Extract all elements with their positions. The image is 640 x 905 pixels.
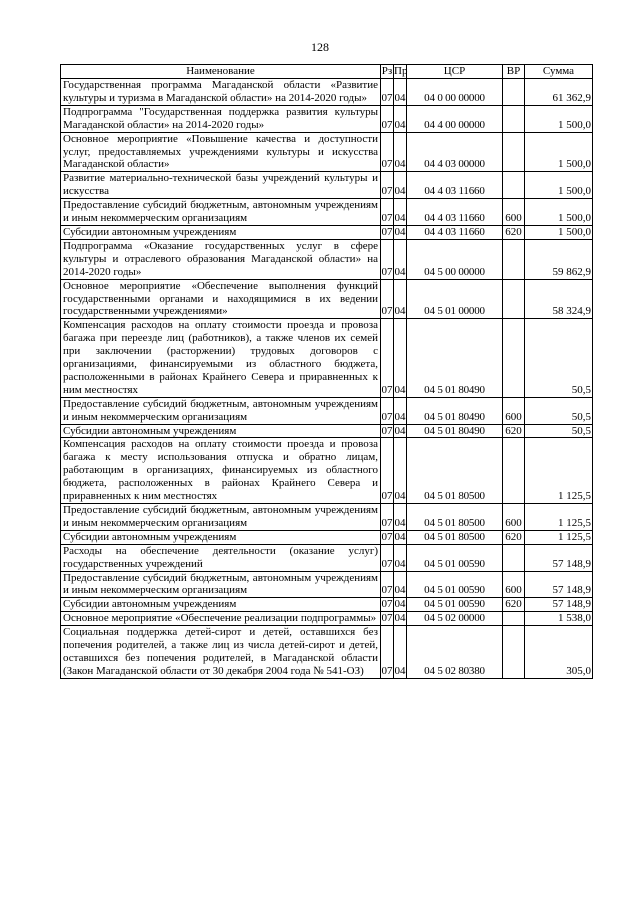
cell-csr: 04 4 03 11660 <box>407 225 503 239</box>
header-rz: Рз <box>381 65 393 78</box>
cell-rz: 07 <box>381 530 393 543</box>
cell-pr: 04 <box>394 571 407 598</box>
cell-pr: 04 <box>394 438 407 504</box>
cell-sum: 1 538,0 <box>525 612 593 626</box>
cell-csr: 04 5 01 80500 <box>407 504 503 531</box>
cell-name: Субсидии автономным учреждениям <box>61 225 381 239</box>
page-number: 128 <box>311 40 329 54</box>
cell-csr: 04 5 01 00590 <box>407 544 503 571</box>
cell-vr: 600 <box>503 397 525 424</box>
cell-vr <box>503 438 525 504</box>
cell-rz: 07 <box>381 172 394 199</box>
cell-csr: 04 5 02 00000 <box>407 612 503 626</box>
cell-name: Государственная программа Магаданской области «Развитие культуры и туризма в Магаданской области» на 2014-2020 годы» <box>61 79 381 106</box>
cell-sum: 50,5 <box>525 319 593 397</box>
table-row <box>61 239 593 279</box>
cell-pr: 04 <box>394 279 407 319</box>
table-row <box>61 172 593 199</box>
table-row <box>61 199 593 226</box>
cell-rz: 07 <box>381 105 394 132</box>
table-row <box>61 424 593 438</box>
cell-pr: 04 <box>394 530 406 543</box>
cell-vr <box>503 626 525 679</box>
cell-sum: 61 362,9 <box>525 79 593 106</box>
cell-name: Предоставление субсидий бюджетным, автономным учреждениям и иным некоммерческим организациям <box>61 571 381 598</box>
cell-name: Субсидии автономным учреждениям <box>61 598 381 612</box>
table-row <box>61 319 593 397</box>
cell-sum: 1 500,0 <box>525 172 593 199</box>
cell-rz: 07 <box>381 438 394 504</box>
cell-csr: 04 5 01 80500 <box>407 530 503 544</box>
cell-pr: 04 <box>394 172 407 199</box>
cell-rz: 07 <box>381 397 394 424</box>
cell-rz: 07 <box>381 571 394 598</box>
table-row <box>61 79 593 106</box>
table-body <box>61 79 593 679</box>
cell-pr: 04 <box>394 397 407 424</box>
cell-rz: 07 <box>381 225 393 238</box>
table-row <box>61 105 593 132</box>
cell-vr: 600 <box>503 504 525 531</box>
header-vr: ВР <box>503 65 525 79</box>
cell-vr <box>503 544 525 571</box>
cell-pr: 04 <box>394 132 407 172</box>
cell-sum: 1 125,5 <box>525 438 593 504</box>
cell-name: Компенсация расходов на оплату стоимости проезда и провоза багажа при переезде лиц (работников), а также членов их семей при заключении (расторжении) трудовых договоров с организациями, финансируемыми из областного бюджета, расположенными в районах Крайнего Севера и приравненных к ним местностях <box>61 319 381 397</box>
cell-csr: 04 4 03 11660 <box>407 172 503 199</box>
cell-vr <box>503 239 525 279</box>
cell-vr <box>503 172 525 199</box>
table-row <box>61 397 593 424</box>
table-row <box>61 504 593 531</box>
cell-vr: 600 <box>503 199 525 226</box>
cell-vr: 620 <box>503 424 525 438</box>
cell-pr: 04 <box>394 239 407 279</box>
cell-vr: 600 <box>503 571 525 598</box>
cell-csr: 04 5 01 80500 <box>407 438 503 504</box>
table-row <box>61 612 593 626</box>
cell-csr: 04 5 01 80490 <box>407 424 503 438</box>
cell-rz: 07 <box>381 612 393 625</box>
cell-csr: 04 5 02 80380 <box>407 626 503 679</box>
header-name: Наименование <box>61 65 381 79</box>
cell-pr: 04 <box>394 612 406 625</box>
cell-vr: 620 <box>503 598 525 612</box>
cell-vr <box>503 79 525 106</box>
cell-sum: 1 500,0 <box>525 132 593 172</box>
cell-csr: 04 4 03 00000 <box>407 132 503 172</box>
cell-vr <box>503 612 525 626</box>
cell-sum: 1 500,0 <box>525 199 593 226</box>
budget-table <box>60 64 593 679</box>
cell-pr: 04 <box>394 424 406 437</box>
cell-sum: 1 500,0 <box>525 225 593 239</box>
cell-sum: 57 148,9 <box>525 598 593 612</box>
table-row <box>61 438 593 504</box>
cell-csr: 04 5 01 00590 <box>407 571 503 598</box>
table-header-row <box>61 65 593 79</box>
cell-name: Субсидии автономным учреждениям <box>61 424 381 438</box>
table-row <box>61 626 593 679</box>
cell-pr: 04 <box>394 199 407 226</box>
cell-rz: 07 <box>381 424 393 437</box>
cell-vr <box>503 105 525 132</box>
cell-pr: 04 <box>394 544 407 571</box>
cell-name: Расходы на обеспечение деятельности (оказание услуг) государственных учреждений <box>61 544 381 571</box>
cell-csr: 04 5 00 00000 <box>407 239 503 279</box>
cell-rz: 07 <box>381 626 394 679</box>
table-row <box>61 132 593 172</box>
cell-sum: 57 148,9 <box>525 571 593 598</box>
cell-name: Подпрограмма «Оказание государственных услуг в сфере культуры и отраслевого образования Магаданской области» на 2014-2020 годы» <box>61 239 381 279</box>
header-sum: Сумма <box>525 65 593 79</box>
cell-rz: 07 <box>381 598 393 611</box>
cell-sum: 1 125,5 <box>525 504 593 531</box>
cell-rz: 07 <box>381 279 394 319</box>
cell-csr: 04 5 01 80490 <box>407 319 503 397</box>
cell-name: Предоставление субсидий бюджетным, автономным учреждениям и иным некоммерческим организациям <box>61 199 381 226</box>
cell-sum: 59 862,9 <box>525 239 593 279</box>
cell-name: Компенсация расходов на оплату стоимости проезда и провоза багажа к месту использования отпуска и обратно лицам, работающим в организациях, финансируемых из областного бюджета, расположенных в районах Крайнего Севера и приравненных к ним местностях <box>61 438 381 504</box>
cell-vr: 620 <box>503 225 525 239</box>
cell-pr: 04 <box>394 105 407 132</box>
cell-sum: 50,5 <box>525 424 593 438</box>
table-row <box>61 225 593 239</box>
cell-pr: 04 <box>394 598 406 611</box>
cell-sum: 1 500,0 <box>525 105 593 132</box>
cell-vr <box>503 279 525 319</box>
cell-name: Основное мероприятие «Обеспечение реализации подпрограммы» <box>61 612 381 626</box>
cell-rz: 07 <box>381 504 394 531</box>
cell-sum: 58 324,9 <box>525 279 593 319</box>
cell-pr: 04 <box>394 319 407 397</box>
cell-pr: 04 <box>394 225 406 238</box>
cell-rz: 07 <box>381 239 394 279</box>
cell-csr: 04 5 01 00590 <box>407 598 503 612</box>
cell-sum: 57 148,9 <box>525 544 593 571</box>
cell-name: Субсидии автономным учреждениям <box>61 530 381 544</box>
cell-pr: 04 <box>394 626 407 679</box>
cell-name: Подпрограмма "Государственная поддержка развития культуры Магаданской области» на 2014-2020 годы» <box>61 105 381 132</box>
cell-rz: 07 <box>381 79 394 106</box>
table-row <box>61 598 593 612</box>
cell-vr <box>503 132 525 172</box>
cell-csr: 04 0 00 00000 <box>407 79 503 106</box>
table-row <box>61 279 593 319</box>
cell-csr: 04 4 03 11660 <box>407 199 503 226</box>
cell-name: Основное мероприятие «Обеспечение выполнения функций государственными органами и находящимися в их ведении государственными учреждениями» <box>61 279 381 319</box>
cell-name: Социальная поддержка детей-сирот и детей, оставшихся без попечения родителей, а также лиц из числа детей-сирот и детей, оставшихся без попечения родителей, в Магаданской области (Закон Магаданской области от 30 декабря 2004 года № 541-ОЗ) <box>61 626 381 679</box>
cell-sum: 50,5 <box>525 397 593 424</box>
cell-rz: 07 <box>381 319 394 397</box>
table-row <box>61 530 593 544</box>
cell-vr <box>503 319 525 397</box>
header-csr: ЦСР <box>407 65 503 79</box>
cell-csr: 04 5 01 00000 <box>407 279 503 319</box>
header-pr: Пр <box>394 65 408 78</box>
cell-rz: 07 <box>381 132 394 172</box>
cell-name: Основное мероприятие «Повышение качества и доступности услуг, предоставляемых учреждениями культуры и искусства Магаданской области» <box>61 132 381 172</box>
cell-csr: 04 4 00 00000 <box>407 105 503 132</box>
cell-vr: 620 <box>503 530 525 544</box>
cell-sum: 1 125,5 <box>525 530 593 544</box>
cell-pr: 04 <box>394 504 407 531</box>
cell-rz: 07 <box>381 544 394 571</box>
cell-pr: 04 <box>394 79 407 106</box>
table-row <box>61 544 593 571</box>
cell-sum: 305,0 <box>525 626 593 679</box>
cell-name: Предоставление субсидий бюджетным, автономным учреждениям и иным некоммерческим организациям <box>61 504 381 531</box>
cell-name: Предоставление субсидий бюджетным, автономным учреждениям и иным некоммерческим организациям <box>61 397 381 424</box>
cell-name: Развитие материально-технической базы учреждений культуры и искусства <box>61 172 381 199</box>
cell-csr: 04 5 01 80490 <box>407 397 503 424</box>
cell-rz: 07 <box>381 199 394 226</box>
table-row <box>61 571 593 598</box>
